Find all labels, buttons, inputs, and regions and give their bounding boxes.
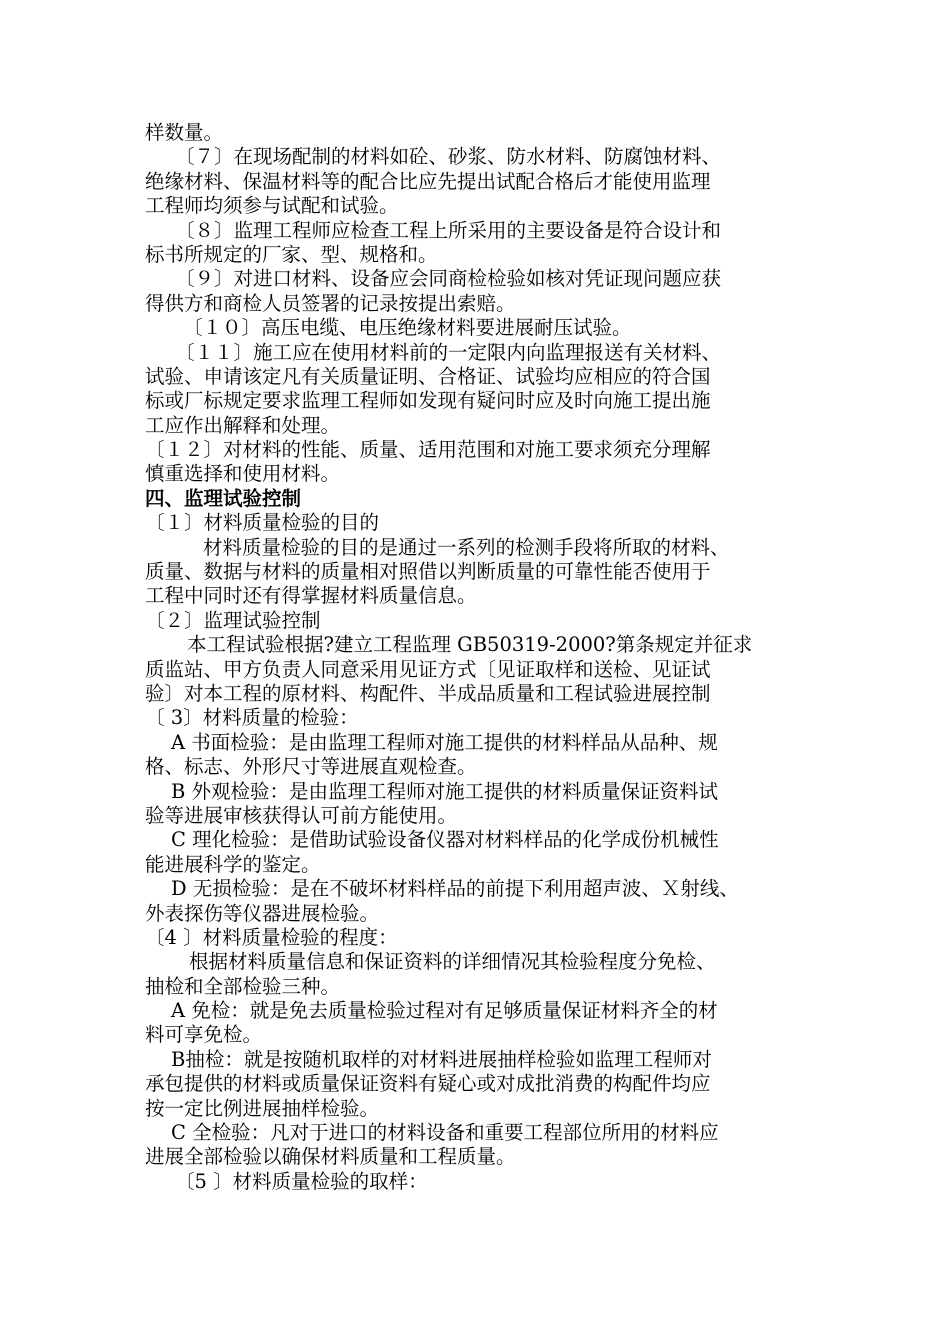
text-line: B 外观检验：是由监理工程师对施工提供的材料质量保证资料试 <box>171 779 719 803</box>
text-line: 根据材料质量信息和保证资料的详细情况其检验程度分免检、 <box>189 950 716 974</box>
text-line: 质监站、甲方负责人同意采用见证方式〔见证取样和送检、见证试 <box>145 657 711 681</box>
text-line: 抽检和全部检验三种。 <box>145 974 341 998</box>
text-line: C 全检验：凡对于进口的材料设备和重要工程部位所用的材料应 <box>171 1121 719 1145</box>
text-line: C 理化检验：是借助试验设备仪器对材料样品的化学成份机械性 <box>171 828 719 852</box>
text-line: A 书面检验：是由监理工程师对施工提供的材料样品从品种、规 <box>171 730 718 754</box>
text-line: 工应作出解释和处理。 <box>145 413 341 437</box>
document-body <box>145 121 835 1194</box>
text-line: 外表探伤等仪器进展检验。 <box>145 901 380 925</box>
text-line: 材料质量检验的目的是通过一系列的检测手段将所取的材料、 <box>203 535 730 559</box>
text-line: 〔5 〕材料质量检验的取样： <box>175 1169 428 1193</box>
text-line: 进展全部检验以确保材料质量和工程质量。 <box>145 1145 516 1169</box>
text-line: 〔９〕对进口材料、设备应会同商检检验如核对凭证现问题应获 <box>175 267 722 291</box>
text-line: 能进展科学的鉴定。 <box>145 852 321 876</box>
text-line: 标书所规定的厂家、型、规格和。 <box>145 242 438 266</box>
section-heading: 四、监理试验控制 <box>145 486 302 510</box>
text-line: 样数量。 <box>145 121 224 144</box>
text-line: 〔１１〕施工应在使用材料前的一定限内向监理报送有关材料、 <box>175 340 722 364</box>
text-line: D 无损检验：是在不破坏材料样品的前提下利用超声波、Ｘ射线、 <box>171 877 739 901</box>
text-line: 标或厂标规定要求监理工程师如发现有疑问时应及时向施工提出施 <box>145 389 711 413</box>
text-line: 〔２〕监理试验控制 <box>145 608 321 632</box>
text-line: 〔4 〕材料质量检验的程度： <box>145 925 398 949</box>
text-line: 格、标志、外形尺寸等进展直观检查。 <box>145 755 477 779</box>
text-line: A 免检：就是免去质量检验过程对有足够质量保证材料齐全的材 <box>171 999 718 1023</box>
text-line: B抽检：就是按随机取样的对材料进展抽样检验如监理工程师对 <box>171 1047 712 1071</box>
text-line: 料可享免检。 <box>145 1023 263 1047</box>
text-line: 工程中同时还有得掌握材料质量信息。 <box>145 584 477 608</box>
text-line: 得供方和商检人员签署的记录按提出索赔。 <box>145 291 516 315</box>
text-line: 绝缘材料、保温材料等的配合比应先提出试配合格后才能使用监理 <box>145 169 711 193</box>
text-line: 〔８〕监理工程师应检查工程上所采用的主要设备是符合设计和 <box>175 218 722 242</box>
text-line: 工程师均须参与试配和试验。 <box>145 194 399 218</box>
text-line: 〔 3〕材料质量的检验： <box>145 706 359 730</box>
text-line: 〔１２〕对材料的性能、质量、适用范围和对施工要求须充分理解 <box>145 438 711 462</box>
text-line: 〔７〕在现场配制的材料如砼、砂浆、防水材料、防腐蚀材料、 <box>175 145 722 169</box>
text-line: 承包提供的材料或质量保证资料有疑心或对成批消费的构配件均应 <box>145 1072 711 1096</box>
text-line: 验等进展审核获得认可前方能使用。 <box>145 803 458 827</box>
text-line: 本工程试验根据?建立工程监理 GB50319-2000?第条规定并征求 <box>187 633 753 657</box>
text-line: 〔１０〕高压电缆、电压绝缘材料要进展耐压试验。 <box>183 316 632 340</box>
text-line: 试验、申请该定凡有关质量证明、合格证、试验均应相应的符合国 <box>145 364 711 388</box>
text-line: 慎重选择和使用材料。 <box>145 462 341 486</box>
text-line: 按一定比例进展抽样检验。 <box>145 1096 380 1120</box>
text-line: 〔１〕材料质量检验的目的 <box>145 511 380 535</box>
text-line: 质量、数据与材料的质量相对照借以判断质量的可靠性能否使用于 <box>145 560 711 584</box>
text-line: 验〕对本工程的原材料、构配件、半成品质量和工程试验进展控制 <box>145 681 711 705</box>
